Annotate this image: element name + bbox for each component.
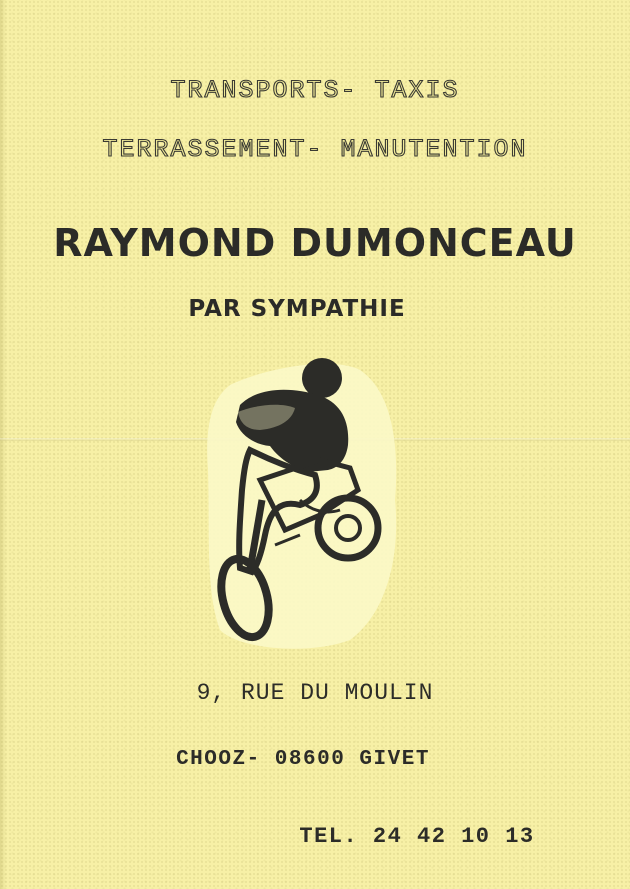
address-phone: TEL. 24 42 10 13 (299, 824, 535, 849)
company-name: RAYMOND DUMONCEAU (53, 221, 577, 265)
motorcycle-rider-illustration (200, 350, 415, 655)
address-street: 9, RUE DU MOULIN (196, 680, 434, 706)
header-services-line-2: TERRASSEMENT- MANUTENTION (102, 135, 528, 164)
address-city: CHOOZ- 08600 GIVET (176, 748, 430, 771)
header-services-line-1: TRANSPORTS- TAXIS (170, 76, 460, 105)
subtitle: PAR SYMPATHIE (188, 296, 406, 322)
helmet-shape (302, 358, 342, 398)
